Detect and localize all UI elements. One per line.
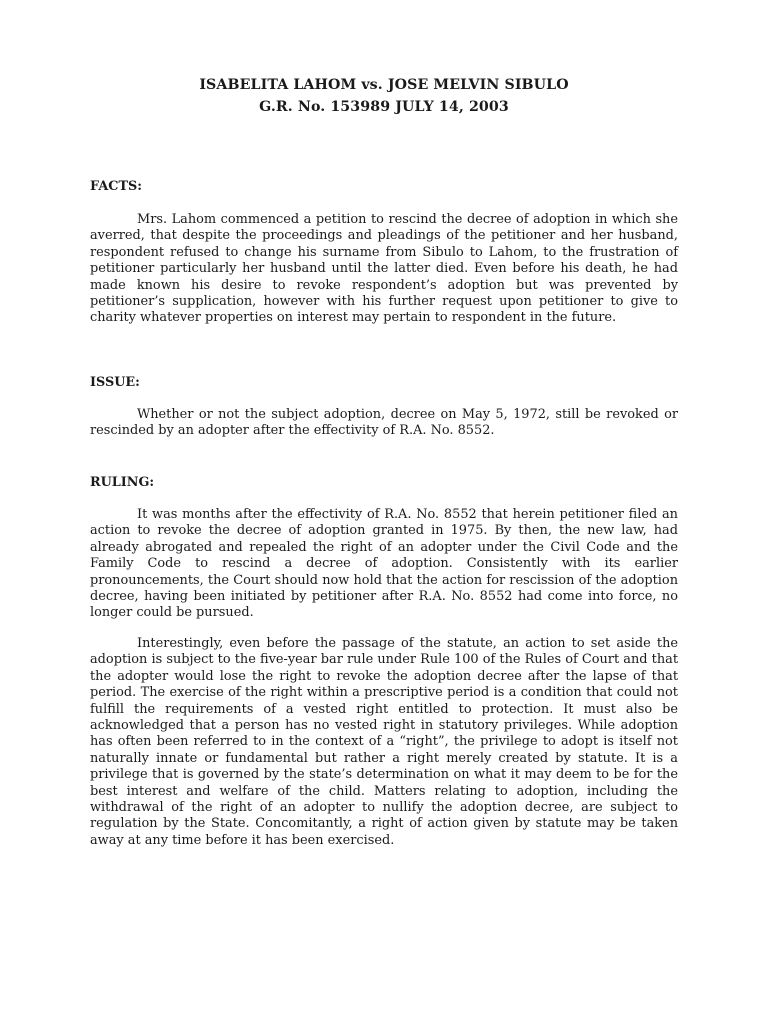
case-title: ISABELITA LAHOM vs. JOSE MELVIN SIBULO: [199, 77, 569, 93]
ruling-heading: RULING:: [90, 475, 155, 490]
facts-heading: FACTS:: [90, 179, 142, 194]
case-citation: G.R. No. 153989 JULY 14, 2003: [259, 99, 509, 115]
issue-heading: ISSUE:: [90, 375, 140, 390]
ruling-paragraph-1: It was months after the effectivity of R.A. No. 8552 that herein petitioner filed an action to revoke the decree of adoption granted in 1975. By then, the new law, had already abrogated and repealed the right of an adopter under the Civil Code and the Family Code to rescind a decree of adoption. Consistently with its earlier pronouncements, the Court should now hold that the action for rescission of the adoption decree, having been initiated by petitioner after R.A. No. 8552 had come into force, no longer could be pursued.: [90, 507, 678, 621]
facts-paragraph: Mrs. Lahom commenced a petition to rescind the decree of adoption in which she averred, that despite the proceedings and pleadings of the petitioner and her husband, respondent refused to change his surname from Sibulo to Lahom, to the frustration of petitioner particularly her husband until the latter died. Even before his death, he had made known his desire to revoke respondent’s adoption but was prevented by petitioner’s supplication, however with his further request upon petitioner to give to charity whatever properties on interest may pertain to respondent in the future.: [90, 212, 678, 326]
case-title-block: [90, 74, 678, 118]
ruling-paragraph-2: Interestingly, even before the passage of the statute, an action to set aside the adoption is subject to the five-year bar rule under Rule 100 of the Rules of Court and that the adopter would lose the right to revoke the adoption decree after the lapse of that period. The exercise of the right within a prescriptive period is a condition that could not fulfill the requirements of a vested right entitled to protection. It must also be acknowledged that a person has no vested right in statutory privileges. While adoption has often been referred to in the context of a “right”, the privilege to adopt is itself not naturally innate or fundamental but rather a right merely created by statute. It is a privilege that is governed by the state’s determination on what it may deem to be for the best interest and welfare of the child. Matters relating to adoption, including the withdrawal of the right of an adopter to nullify the adoption decree, are subject to regulation by the State. Concomitantly, a right of action given by statute may be taken away at any time before it has been exercised.: [90, 636, 678, 848]
issue-paragraph: Whether or not the subject adoption, decree on May 5, 1972, still be revoked or rescinded by an adopter after the effectivity of R.A. No. 8552.: [90, 407, 678, 439]
